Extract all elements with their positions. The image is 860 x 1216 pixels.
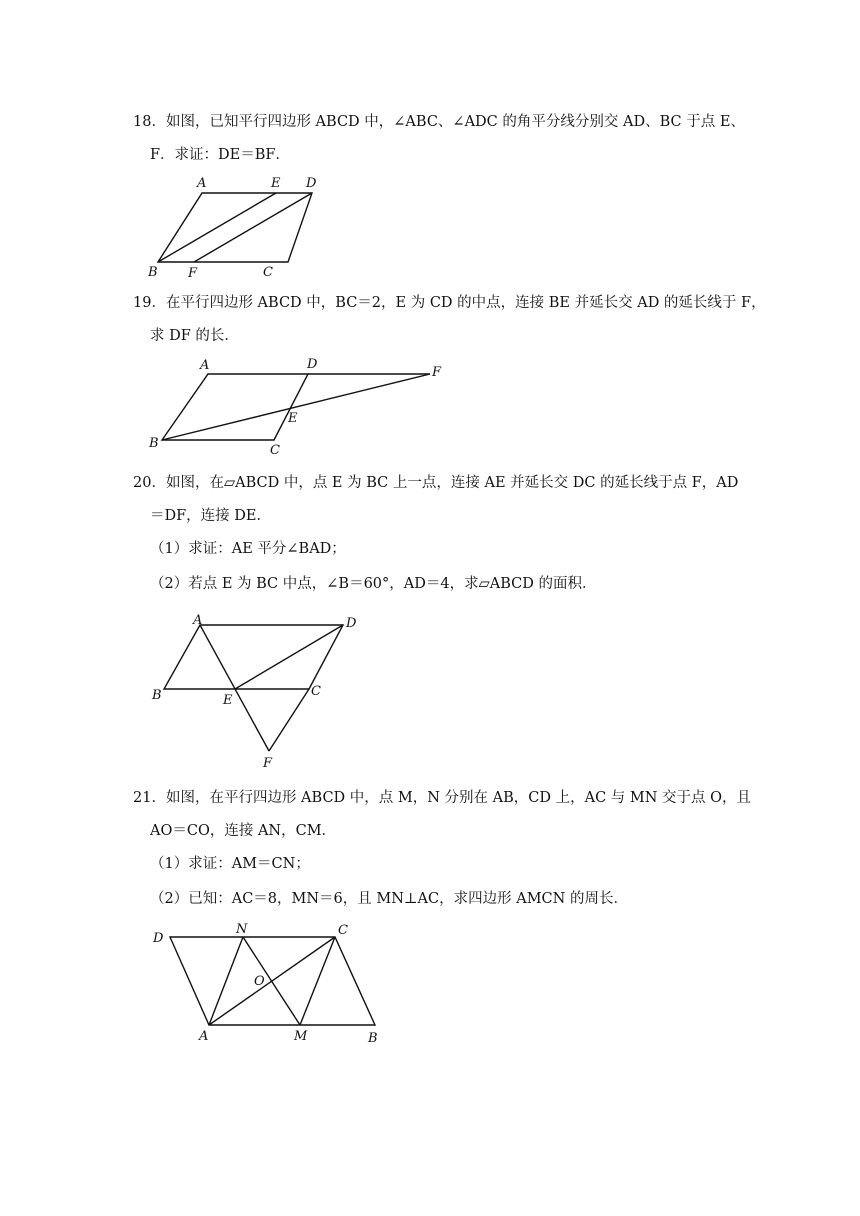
q18-text-line2: F．求证：DE＝BF． — [150, 147, 290, 163]
q20-label-A: A — [193, 613, 203, 628]
q21-label-D: D — [153, 931, 164, 946]
q21-label-M: M — [294, 1029, 308, 1044]
q18-parallelogram — [158, 193, 312, 262]
q18-text-line1: 18．如图，已知平行四边形 ABCD 中，∠ABC、∠ADC 的角平分线分别交 AD、BC 于点 E、 — [133, 114, 745, 130]
q20-text-line1: 20．如图，在▱ABCD 中，点 E 为 BC 上一点，连接 AE 并延长交 DC 的延长线于点 F，AD — [133, 475, 739, 491]
q20-label-E: E — [223, 693, 233, 708]
q18-label-B: B — [148, 265, 158, 280]
q21-label-A: A — [199, 1029, 209, 1044]
q18-label-C: C — [263, 265, 273, 280]
q19-text-line1: 19．在平行四边形 ABCD 中，BC＝2，E 为 CD 的中点，连接 BE 并延长交 AD 的延长线于 F， — [133, 295, 766, 311]
q19-figure — [140, 352, 450, 458]
q19-text-line2: 求 DF 的长． — [150, 328, 239, 344]
q19-label-D: D — [307, 357, 318, 372]
q21-segment-AN — [209, 937, 243, 1025]
q21-text-line2: AO＝CO，连接 AN，CM． — [150, 823, 337, 839]
q19-label-E: E — [288, 411, 298, 426]
q20-line-CF — [269, 689, 309, 751]
q20-segment-DE — [235, 625, 343, 689]
q20-text-line2: ＝DF，连接 DE． — [150, 508, 272, 524]
q21-label-O: O — [254, 974, 265, 989]
q21-part2: （2）已知：AC＝8，MN＝6，且 MN⊥AC，求四边形 AMCN 的周长． — [150, 891, 628, 907]
q21-figure — [145, 918, 395, 1048]
q19-line-BF — [162, 374, 430, 440]
q21-segment-CM — [300, 937, 335, 1025]
q21-label-B: B — [368, 1031, 378, 1046]
q21-segment-MN — [243, 937, 300, 1025]
q21-text-line1: 21．如图，在平行四边形 ABCD 中，点 M，N 分别在 AB，CD 上，AC 与 MN 交于点 O，且 — [133, 790, 752, 806]
q21-label-C: C — [338, 923, 348, 938]
q19-label-A: A — [200, 358, 210, 373]
q20-parallelogram — [164, 625, 343, 689]
q20-label-D: D — [346, 616, 357, 631]
q19-label-C: C — [270, 443, 280, 458]
q19-label-F: F — [432, 365, 442, 380]
q18-segment-DF — [194, 193, 312, 262]
q18-label-E: E — [271, 176, 281, 191]
q21-part1: （1）求证：AM＝CN； — [150, 856, 310, 872]
q20-part1: （1）求证：AE 平分∠BAD； — [150, 541, 346, 557]
q18-label-F: F — [188, 266, 198, 281]
q19-label-B: B — [149, 436, 159, 451]
q18-label-A: A — [197, 176, 207, 191]
q20-part2: （2）若点 E 为 BC 中点，∠B＝60°，AD＝4，求▱ABCD 的面积． — [150, 576, 597, 592]
q18-label-D: D — [306, 176, 317, 191]
q21-label-N: N — [236, 922, 248, 937]
q20-figure — [145, 608, 375, 774]
q20-label-F: F — [263, 756, 273, 771]
q20-label-B: B — [152, 688, 162, 703]
q18-segment-BE — [158, 193, 276, 262]
q20-label-C: C — [311, 684, 321, 699]
q20-line-AF — [200, 625, 269, 751]
q19-parallelogram — [162, 374, 308, 440]
q18-figure — [140, 170, 340, 282]
